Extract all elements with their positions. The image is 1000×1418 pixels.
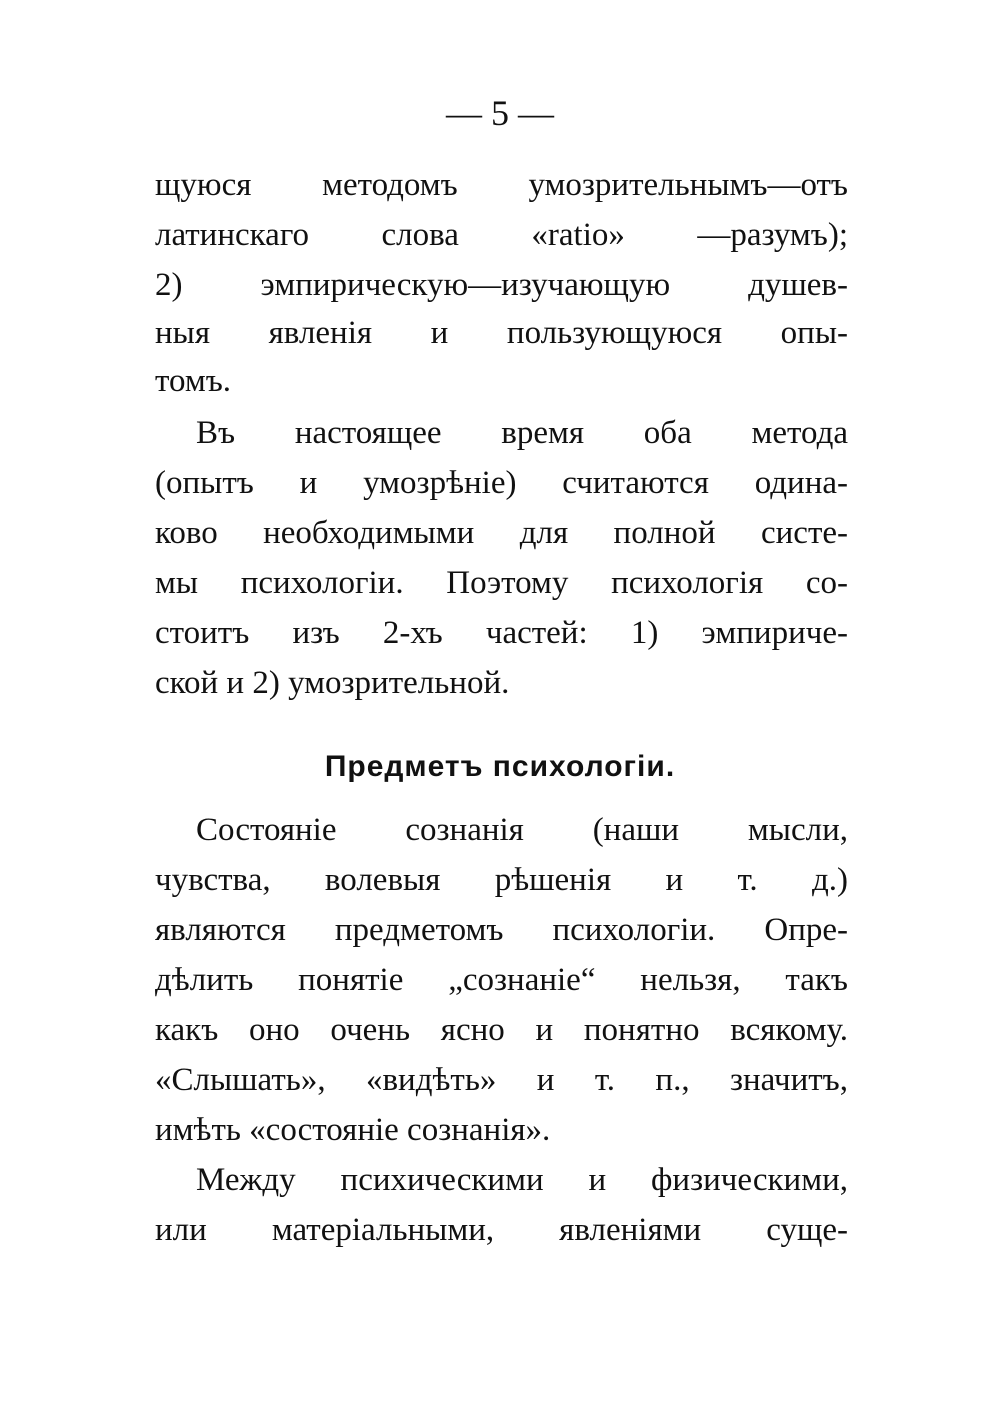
text-line: являются предметомъ психологіи. Опре- [155, 912, 848, 948]
text-line: ково необходимыми для полной систе- [155, 515, 848, 551]
text-line: стоитъ изъ 2-хъ частей: 1) эмпириче- [155, 615, 848, 651]
text-line: латинскаго слова «ratio» —разумъ); [155, 217, 848, 253]
text-line: Между психическими и физическими, [196, 1162, 848, 1198]
text-line: «Слышать», «видѣть» и т. п., значитъ, [155, 1062, 848, 1098]
text-line: томъ. [155, 363, 232, 399]
page-number: — 5 — [446, 93, 554, 133]
section-heading: Предметъ психологіи. [324, 750, 676, 783]
text-line: имѣть «состояніе сознанія». [155, 1112, 551, 1148]
text-line: 2) эмпирическую—изучающую душев- [155, 267, 848, 303]
text-line: Въ настоящее время оба метода [196, 415, 848, 451]
text-line: чувства, волевыя рѣшенія и т. д.) [155, 862, 848, 898]
text-line: ныя явленія и пользующуюся опы- [155, 315, 848, 351]
text-line: дѣлить понятіе „сознаніе“ нельзя, такъ [155, 962, 848, 998]
text-line: (опытъ и умозрѣніе) считаются одина- [155, 465, 848, 501]
text-line: щуюся методомъ умозрительнымъ—отъ [155, 167, 848, 203]
text-line: какъ оно очень ясно и понятно всякому. [155, 1012, 848, 1048]
text-line: или матеріальными, явленіями суще- [155, 1212, 848, 1248]
text-line: Состояніе сознанія (наши мысли, [196, 812, 848, 848]
text-line: ской и 2) умозрительной. [155, 665, 510, 701]
text-line: мы психологіи. Поэтому психологія со- [155, 565, 848, 601]
